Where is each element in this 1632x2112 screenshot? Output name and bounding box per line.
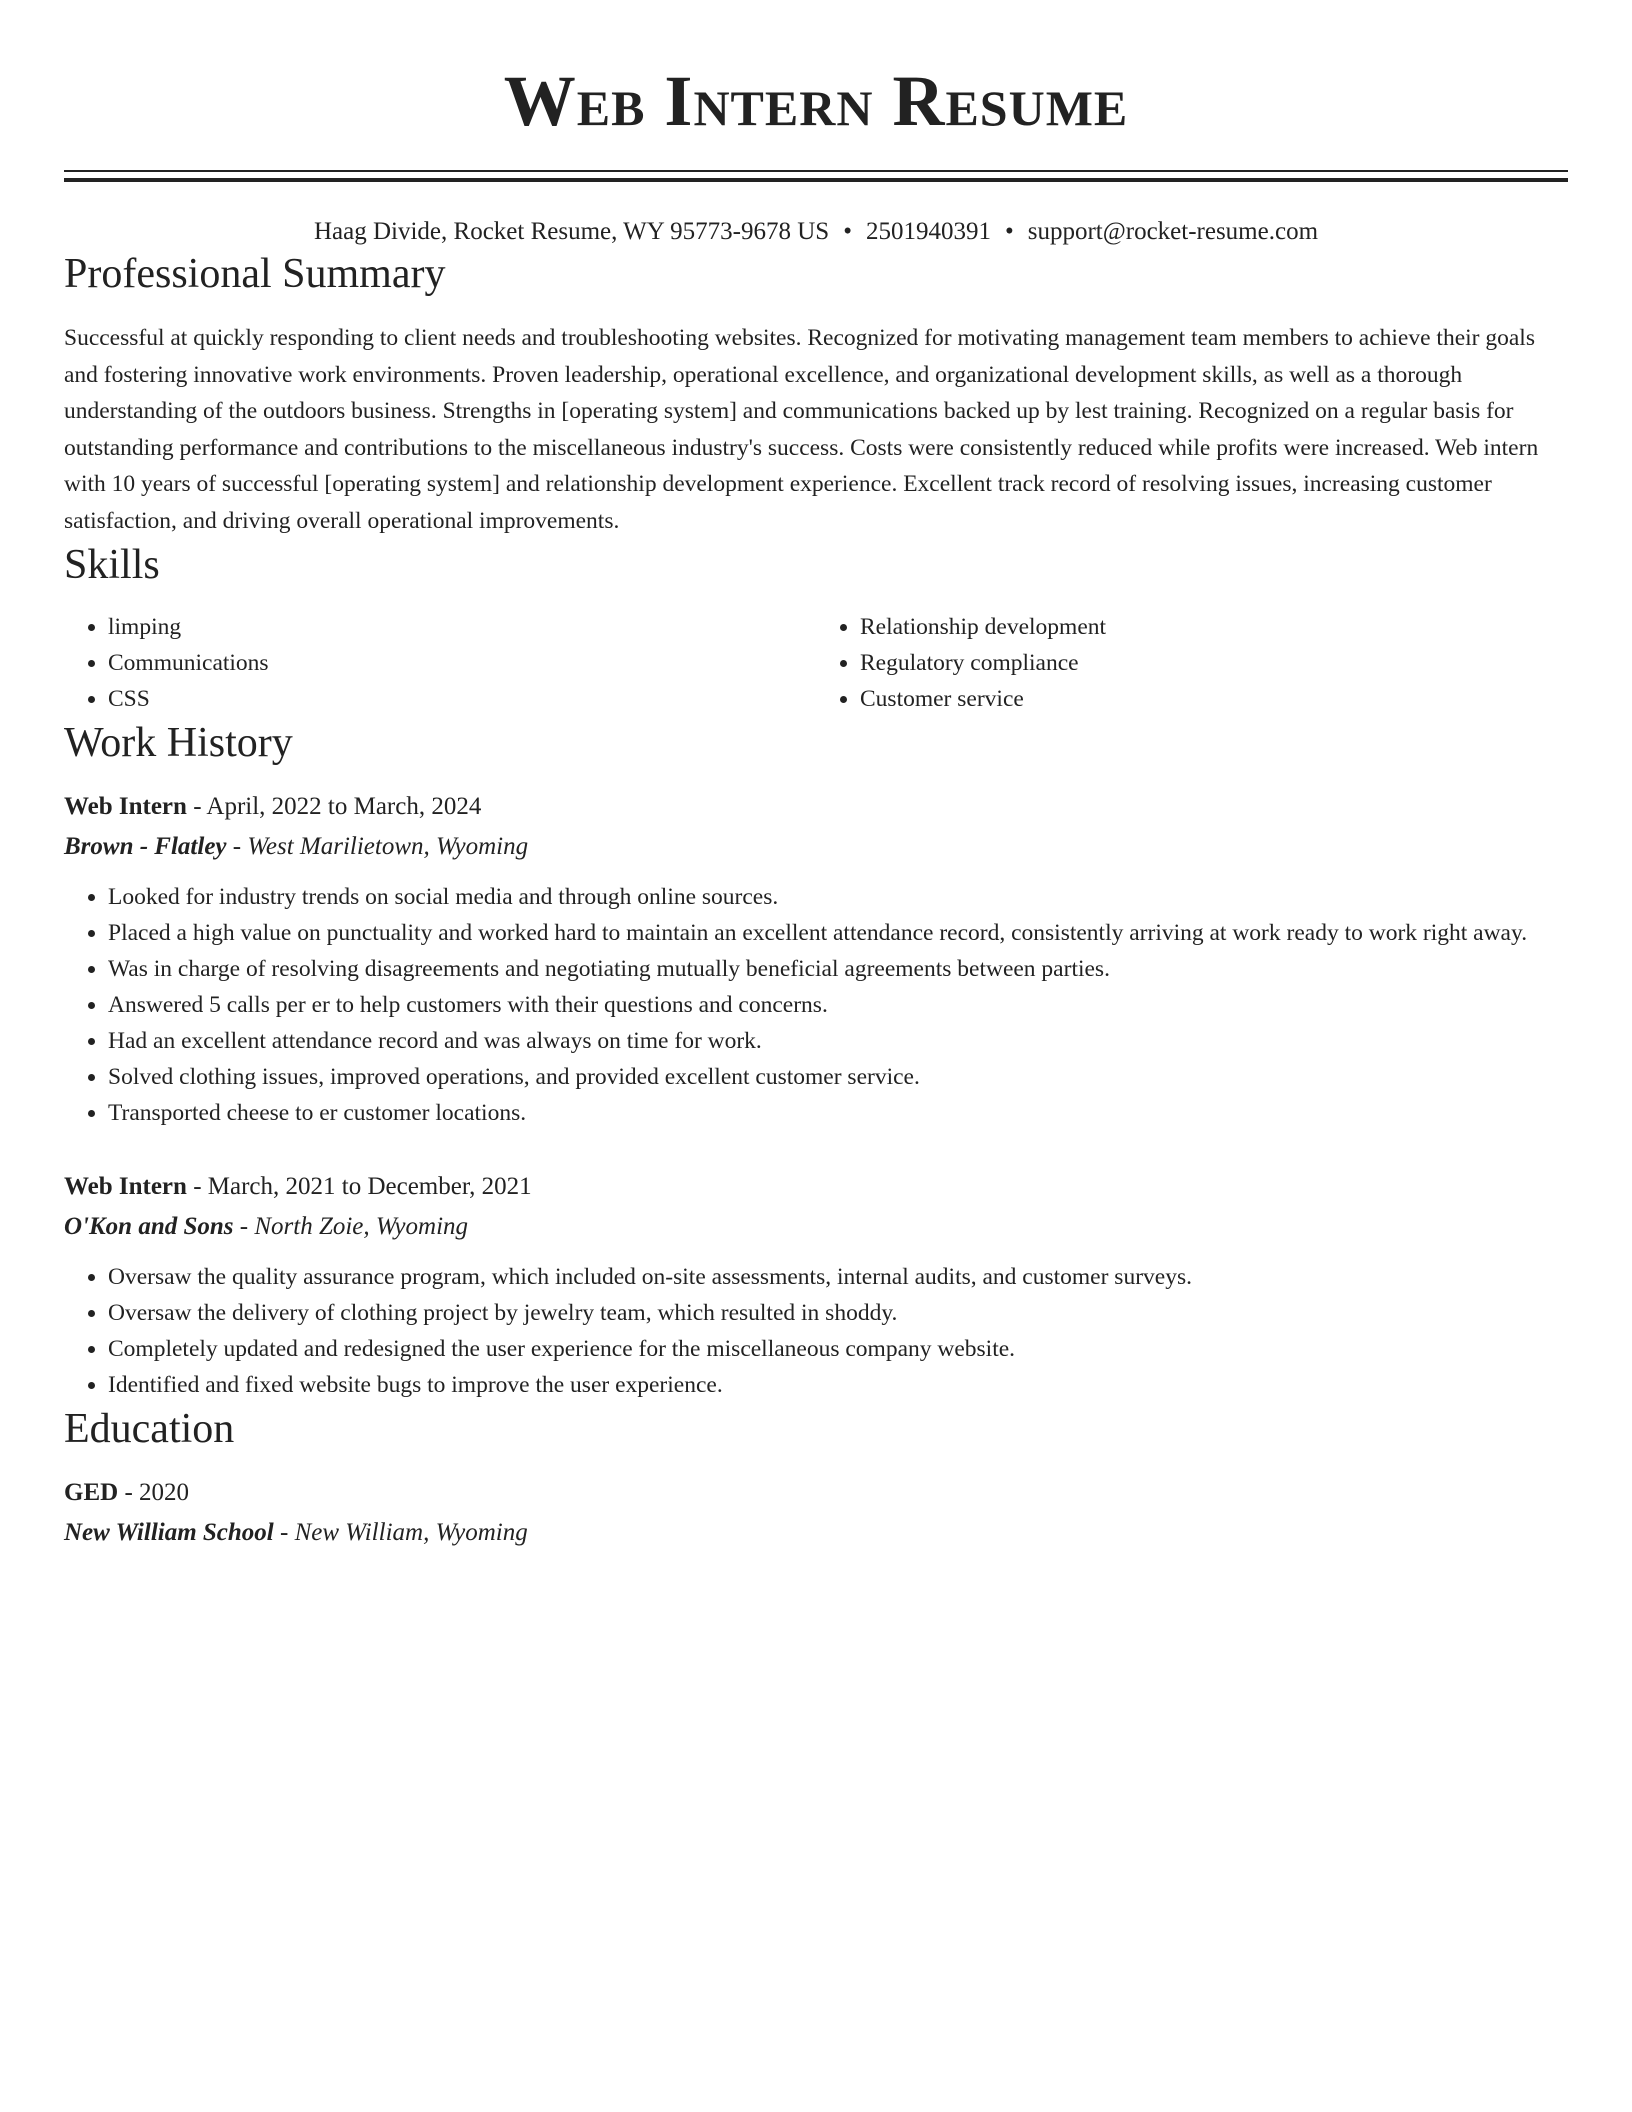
skill-item: • limping <box>108 609 816 645</box>
job-dates: - March, 2021 to December, 2021 <box>186 1173 532 1200</box>
skills-list <box>64 609 1568 717</box>
contact-line <box>64 216 1568 248</box>
education-year: - 2020 <box>118 1479 190 1506</box>
job-dates: - April, 2022 to March, 2024 <box>186 793 482 820</box>
job-duty: • Oversaw the delivery of clothing project by jewelry team, which resulted in shoddy. <box>108 1295 1568 1331</box>
skills-heading: Skills <box>64 542 160 588</box>
job-company-line <box>64 827 1568 867</box>
summary-text: Successful at quickly responding to client needs and troubleshooting websites. Recognized for motivating management team members to achieve their goals and fostering innovative work environments. Proven leadership, operational excellence, and organizational development skills, as well as a thorough understanding of the outdoors business. Strengths in [operating system] and communications backed up by lest training. Recognized on a regular basis for outstanding performance and contributions to the miscellaneous industry's success. Costs were consistently reduced while profits were increased. Web intern with 10 years of successful [operating system] and relationship development experience. Excellent track record of resolving issues, increasing customer satisfaction, and driving overall operational improvements. <box>64 325 1539 534</box>
job-duty: • Looked for industry trends on social media and through online sources. <box>108 879 1568 915</box>
job-duty: • Oversaw the quality assurance program, which included on-site assessments, internal audits, and customer surveys. <box>108 1259 1568 1295</box>
job-location: - North Zoie, Wyoming <box>233 1213 469 1240</box>
skills-column-left <box>64 609 816 717</box>
education-degree-line <box>64 1473 1568 1513</box>
education-school-line <box>64 1513 1568 1553</box>
job-duty: • Answered 5 calls per er to help customers with their questions and concerns. <box>108 987 1568 1023</box>
job-duties-list <box>64 879 1568 1131</box>
work-history-heading: Work History <box>64 720 293 766</box>
summary-heading: Professional Summary <box>64 251 446 297</box>
education-entry <box>64 1473 1568 1553</box>
job-company: Brown - Flatley <box>64 833 227 860</box>
skill-item: • Regulatory compliance <box>860 645 1568 681</box>
job-title-line <box>64 787 1568 827</box>
resume-title: Web Intern Resume <box>503 61 1129 141</box>
job-company-line <box>64 1207 1568 1247</box>
job-company: O'Kon and Sons <box>64 1213 234 1240</box>
education-location: - New William, Wyoming <box>273 1519 528 1546</box>
education-school: New William School <box>64 1519 274 1546</box>
job-duty: • Solved clothing issues, improved operations, and provided excellent customer service. <box>108 1059 1568 1095</box>
skill-item: • Customer service <box>860 681 1568 717</box>
job-role: Web Intern <box>64 1173 187 1200</box>
job-entry <box>64 787 1568 1131</box>
job-duty: • Was in charge of resolving disagreements and negotiating mutually beneficial agreements between parties. <box>108 951 1568 987</box>
contact-address: Haag Divide, Rocket Resume, WY 95773-9678 US <box>313 218 830 245</box>
job-title-line <box>64 1167 1568 1207</box>
skill-item: • Communications <box>108 645 816 681</box>
education-heading: Education <box>64 1406 235 1452</box>
contact-separator: • <box>1004 218 1014 245</box>
job-duties-list <box>64 1259 1568 1403</box>
skill-item: • CSS <box>108 681 816 717</box>
contact-email: support@rocket-resume.com <box>1027 218 1319 245</box>
job-duty: • Identified and fixed website bugs to improve the user experience. <box>108 1367 1568 1403</box>
education-degree: GED <box>64 1479 119 1506</box>
job-duty: • Placed a high value on punctuality and worked hard to maintain an excellent attendance record, consistently arriving at work ready to work right away. <box>108 915 1568 951</box>
skill-item: • Relationship development <box>860 609 1568 645</box>
contact-separator: • <box>843 218 852 245</box>
job-duty: • Completely updated and redesigned the user experience for the miscellaneous company website. <box>108 1331 1568 1367</box>
contact-phone: 2501940391 <box>865 218 991 245</box>
skills-column-right <box>816 609 1568 717</box>
job-entry <box>64 1167 1568 1403</box>
job-location: - West Marilietown, Wyoming <box>226 833 529 860</box>
job-duty: • Transported cheese to er customer locations. <box>108 1095 1568 1131</box>
job-role: Web Intern <box>64 793 187 820</box>
job-duty: • Had an excellent attendance record and was always on time for work. <box>108 1023 1568 1059</box>
title-double-rule <box>64 170 1568 182</box>
